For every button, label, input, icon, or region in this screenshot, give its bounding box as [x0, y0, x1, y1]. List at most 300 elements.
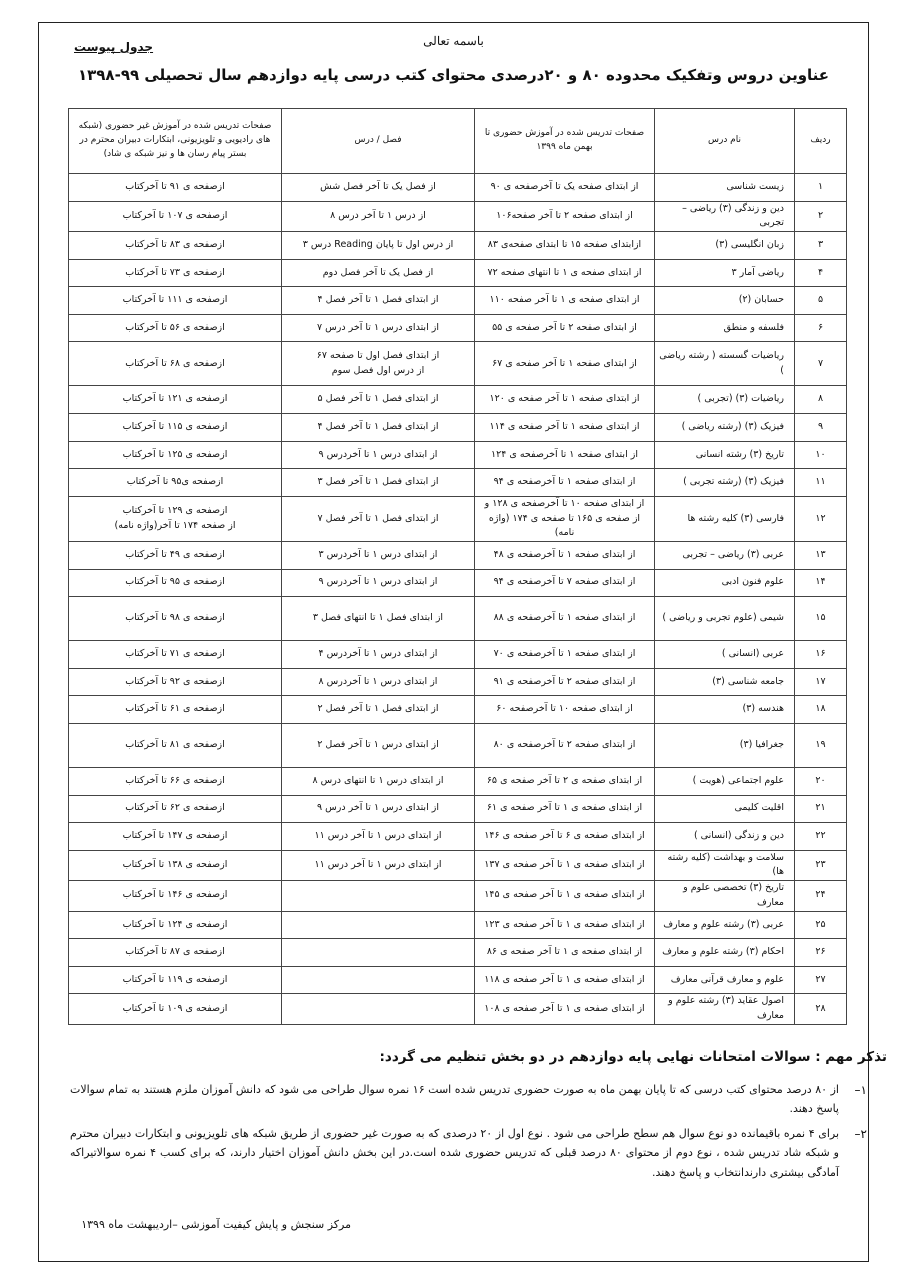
note-number: ۲–	[854, 1127, 867, 1142]
course-name-cell	[655, 469, 795, 497]
chapter-cell	[282, 823, 475, 851]
row-number-cell-text: ۱۷	[815, 675, 826, 687]
remote-pages-cell-text: ازصفحه ی ۶۶ تا آخرکتاب	[125, 774, 225, 786]
course-name-cell-text: تاریخ (۳) تخصصی علوم و معارف	[683, 882, 784, 908]
row-number-cell	[795, 823, 847, 851]
inperson-pages-cell	[475, 823, 655, 851]
inperson-pages-cell	[475, 314, 655, 342]
header-inperson-pages: صفحات تدریس شده در آموزش حضوری تا بهمن ماه ۱۳۹۹	[475, 109, 655, 174]
table-row	[69, 850, 847, 880]
remote-pages-cell-text: ازصفحه ی ۹۲ تا آخرکتاب	[125, 675, 225, 687]
remote-pages-cell	[69, 314, 282, 342]
table-header-row	[69, 109, 847, 174]
row-number-cell-text: ۲۲	[815, 830, 826, 842]
chapter-cell	[282, 911, 475, 939]
table-row	[69, 314, 847, 342]
remote-pages-cell	[69, 469, 282, 497]
remote-pages-cell	[69, 414, 282, 442]
course-name-cell-text: عربی (۳) رشته علوم و معارف	[663, 918, 784, 930]
course-name-cell-text: حسابان (۲)	[738, 294, 784, 306]
remote-pages-cell	[69, 911, 282, 939]
inperson-pages-cell	[475, 668, 655, 696]
row-number-cell	[795, 342, 847, 386]
course-name-cell	[655, 386, 795, 414]
remote-pages-cell-text: ازصفحه ی ۱۴۷ تا آخرکتاب	[122, 830, 228, 842]
remote-pages-cell	[69, 174, 282, 202]
inperson-pages-cell	[475, 597, 655, 641]
course-name-cell	[655, 174, 795, 202]
row-number-cell-text: ۱۳	[815, 548, 826, 560]
course-name-cell-text: فیزیک (۳) (رشته ریاضی )	[681, 420, 784, 432]
remote-pages-cell	[69, 201, 282, 231]
remote-pages-cell	[69, 441, 282, 469]
inperson-pages-cell-text: ازابتدای صفحه ۱۵ تا ابتدای صفحه‌ی ۸۳	[487, 238, 642, 250]
table-row	[69, 201, 847, 231]
note-text: برای ۴ نمره باقیمانده دو نوع سوال هم سطح طراحی می شود . نوع اول از ۲۰ درصدی که به صورت غیر حضوری از طریق شبکه های تلویزیونی و ابتکارات دبیران محترم و شبکه شاد تدریس شده ، نوع دوم از محتوای ۸۰ درصد قبلی که تدریس حضوری شده است.در این بخش دانش آموزان اختیار دارند، که برای کسب ۴ نمره سوالاتیراکه آمادگی بیشتری دارندانتخاب و پاسخ دهند.	[70, 1127, 840, 1179]
chapter-cell	[282, 994, 475, 1024]
row-number-cell-text: ۲۳	[815, 859, 826, 871]
inperson-pages-cell-text: از ابتدای صفحه ۱ تا آخرصفحه ی ۹۴	[493, 476, 636, 488]
table-row	[69, 723, 847, 767]
row-number-cell	[795, 414, 847, 442]
table-row	[69, 386, 847, 414]
inperson-pages-cell	[475, 767, 655, 795]
chapter-cell-text: از ابتدای فصل ۱ تا آخر فصل ۴	[317, 420, 439, 432]
remote-pages-cell	[69, 723, 282, 767]
course-name-cell-text: جامعه شناسی (۳)	[712, 675, 784, 687]
inperson-pages-cell	[475, 966, 655, 994]
inperson-pages-cell-text: از ابتدای صفحه ۱ تا آخر صفحه ی ۱۲۰	[489, 393, 640, 405]
inperson-pages-cell	[475, 174, 655, 202]
course-name-cell-text: زبان انگلیسی (۳)	[715, 238, 784, 250]
course-name-cell-text: ریاضی آمار ۳	[731, 266, 784, 278]
inperson-pages-cell	[475, 386, 655, 414]
row-number-cell	[795, 641, 847, 669]
row-number-cell	[795, 287, 847, 315]
course-name-cell	[655, 569, 795, 597]
course-name-cell-text: سلامت و بهداشت (کلیه رشته ها)	[667, 851, 784, 878]
remote-pages-cell	[69, 881, 282, 911]
inperson-pages-cell-text: از ابتدای صفحه ی ۲ تا آخر صفحه ی ۶۵	[486, 774, 643, 786]
remote-pages-cell-text: ازصفحه ی ۱۲۹ تا آخرکتاب	[122, 505, 228, 517]
course-name-cell	[655, 597, 795, 641]
inperson-pages-cell	[475, 696, 655, 724]
inperson-pages-cell	[475, 469, 655, 497]
remote-pages-cell	[69, 641, 282, 669]
course-name-cell-text: علوم و معارف قرآنی معارف	[670, 973, 784, 985]
chapter-cell-text: از ابتدای فصل ۱ تا انتهای فصل ۳	[312, 612, 444, 624]
chapter-cell	[282, 259, 475, 287]
inperson-pages-cell	[475, 641, 655, 669]
table-body	[69, 174, 847, 1025]
chapter-cell-text: از ابتدای فصل ۱ تا آخر فصل ۷	[317, 512, 439, 524]
course-name-cell-text: دین و زندگی (انسانی )	[693, 830, 784, 842]
row-number-cell	[795, 386, 847, 414]
course-name-cell-text: فارسی (۳) کلیه رشته ها	[687, 512, 784, 524]
notes-heading: تذکر مهم : سوالات امتحانات نهایی پایه دوازدهم در دو بخش تنظیم می گردد:	[379, 1049, 887, 1065]
chapter-cell	[282, 232, 475, 260]
inperson-pages-cell	[475, 881, 655, 911]
inperson-pages-cell-text-line2: از صفحه ی ۱۶۵ تا صفحه ی ۱۷۴ (واژه نامه)	[488, 512, 641, 539]
bismillah-heading: باسمه تعالی	[423, 34, 484, 48]
inperson-pages-cell-text: از ابتدای صفحه ۲ تا آخرصفحه ی ۹۱	[493, 675, 636, 687]
course-name-cell-text: اقلیت کلیمی	[734, 802, 784, 814]
inperson-pages-cell-text: از ابتدای صفحه ی ۱ تا انتهای صفحه ۷۲	[487, 266, 642, 278]
remote-pages-cell	[69, 668, 282, 696]
remote-pages-cell	[69, 386, 282, 414]
row-number-cell-text: ۸	[817, 393, 824, 405]
inperson-pages-cell	[475, 939, 655, 967]
inperson-pages-cell-text: از ابتدای صفحه ی ۱ تا آخر صفحه ی ۱۲۳	[484, 918, 645, 930]
chapter-cell	[282, 597, 475, 641]
chapter-cell	[282, 541, 475, 569]
course-name-cell	[655, 342, 795, 386]
remote-pages-cell	[69, 232, 282, 260]
inperson-pages-cell-text: از ابتدای صفحه ۲ تا آخرصفحه ی ۸۰	[493, 739, 636, 751]
row-number-cell-text: ۵	[817, 294, 824, 306]
inperson-pages-cell	[475, 994, 655, 1024]
course-name-cell-text: احکام (۳) رشته علوم و معارف	[662, 946, 784, 958]
course-name-cell-text: هندسه (۳)	[742, 703, 784, 715]
remote-pages-cell-text: ازصفحه ی ۶۸ تا آخرکتاب	[125, 357, 225, 369]
course-name-cell-text: دین و زندگی (۳) ریاضی –تجربی	[682, 202, 784, 229]
row-number-cell	[795, 541, 847, 569]
remote-pages-cell-text: ازصفحه ی ۱۱۱ تا آخرکتاب	[122, 294, 228, 306]
course-name-cell-text: اصول عقاید (۳) رشته علوم و معارف	[668, 995, 784, 1022]
inperson-pages-cell-text: از ابتدای صفحه یک تا آخرصفحه ی ۹۰	[490, 180, 639, 192]
chapter-cell	[282, 287, 475, 315]
row-number-cell-text: ۲۴	[815, 889, 826, 901]
row-number-cell	[795, 723, 847, 767]
table-row	[69, 939, 847, 967]
remote-pages-cell-text: ازصفحه ی ۷۱ تا آخرکتاب	[125, 648, 225, 660]
chapter-cell-text-line2: از درس اول فصل سوم	[331, 364, 425, 376]
remote-pages-cell-text: ازصفحه ی ۱۲۱ تا آخرکتاب	[122, 393, 228, 405]
inperson-pages-cell	[475, 795, 655, 823]
chapter-cell	[282, 201, 475, 231]
chapter-cell	[282, 850, 475, 880]
inperson-pages-cell	[475, 569, 655, 597]
row-number-cell-text: ۱۶	[815, 648, 826, 660]
row-number-cell	[795, 232, 847, 260]
table-row	[69, 496, 847, 541]
row-number-cell-text: ۴	[817, 266, 824, 278]
row-number-cell	[795, 174, 847, 202]
chapter-cell-text: از فصل یک تا آخر فصل دوم	[322, 266, 434, 278]
inperson-pages-cell	[475, 541, 655, 569]
table-row	[69, 911, 847, 939]
row-number-cell-text: ۲۷	[815, 973, 826, 985]
remote-pages-cell	[69, 496, 282, 541]
inperson-pages-cell-text: از ابتدای صفحه ۱ تا آخرصفحه ی ۱۲۴	[491, 448, 638, 460]
chapter-cell-text: از ابتدای فصل ۱ تا آخر فصل ۴	[317, 294, 439, 306]
row-number-cell-text: ۲۵	[815, 918, 826, 930]
chapter-cell-text: از ابتدای درس ۱ تا آخر درس ۱۱	[314, 830, 442, 842]
row-number-cell-text: ۱۵	[815, 612, 826, 624]
course-name-cell	[655, 767, 795, 795]
inperson-pages-cell-text: از ابتدای صفحه ی ۶ تا آخر صفحه ی ۱۴۶	[484, 830, 645, 842]
chapter-cell	[282, 441, 475, 469]
remote-pages-cell-text: ازصفحه ی ۱۱۹ تا آخرکتاب	[122, 973, 228, 985]
chapter-cell	[282, 668, 475, 696]
course-name-cell-text: تاریخ (۳) رشته انسانی	[695, 448, 784, 460]
remote-pages-cell-text: ازصفحه ی ۱۲۴ تا آخرکتاب	[122, 918, 228, 930]
inperson-pages-cell-text: از ابتدای صفحه ۱ تا آخرصفحه ی ۴۸	[493, 548, 636, 560]
remote-pages-cell-text: ازصفحه ی ۶۱ تا آخرکتاب	[125, 703, 225, 715]
table-row	[69, 287, 847, 315]
course-name-cell-text: فلسفه و منطق	[723, 321, 784, 333]
row-number-cell-text: ۲۶	[815, 946, 826, 958]
course-name-cell	[655, 414, 795, 442]
course-name-cell	[655, 314, 795, 342]
course-name-cell	[655, 795, 795, 823]
row-number-cell-text: ۱۱	[815, 476, 826, 488]
inperson-pages-cell-text: از ابتدای صفحه ۱ تا آخرصفحه ی ۸۸	[493, 612, 636, 624]
course-name-cell-text: ریاضیات گسسته ( رشته ریاضی )	[659, 350, 784, 376]
remote-pages-cell	[69, 342, 282, 386]
course-name-cell	[655, 201, 795, 231]
inperson-pages-cell	[475, 496, 655, 541]
course-name-cell-text: عربی (۳) ریاضی – تجربی	[682, 548, 784, 560]
row-number-cell	[795, 795, 847, 823]
row-number-cell-text: ۹	[817, 420, 824, 432]
inperson-pages-cell-text: از ابتدای صفحه ۱ تا آخر صفحه ی ۱۱۴	[489, 420, 640, 432]
note-item	[70, 1124, 867, 1182]
row-number-cell-text: ۱	[817, 180, 824, 192]
inperson-pages-cell	[475, 911, 655, 939]
row-number-cell	[795, 767, 847, 795]
note-item	[70, 1080, 867, 1119]
remote-pages-cell	[69, 767, 282, 795]
course-name-cell	[655, 911, 795, 939]
course-name-cell-text: جغرافیا (۳)	[739, 739, 784, 751]
inperson-pages-cell-text: از ابتدای صفحه ۱ تا آخر صفحه ی ۶۷	[492, 357, 637, 369]
row-number-cell	[795, 569, 847, 597]
chapter-cell	[282, 569, 475, 597]
chapter-cell-text: از درس ۱ تا آخر درس ۸	[330, 209, 426, 221]
inperson-pages-cell-text: از ابتدای صفحه ی ۱ تا آخر صفحه ی ۱۳۷	[484, 859, 645, 871]
chapter-cell	[282, 795, 475, 823]
chapter-cell	[282, 314, 475, 342]
inperson-pages-cell-text: از ابتدای صفحه ی ۱ تا آخر صفحه ی ۸۶	[486, 946, 643, 958]
row-number-cell-text: ۱۲	[815, 512, 826, 524]
table-row	[69, 795, 847, 823]
course-name-cell	[655, 259, 795, 287]
row-number-cell	[795, 496, 847, 541]
table-row	[69, 414, 847, 442]
inperson-pages-cell	[475, 850, 655, 880]
course-name-cell-text: ریاضیات (۳) (تجربی )	[697, 393, 784, 405]
chapter-cell	[282, 386, 475, 414]
table-row	[69, 232, 847, 260]
header-row-number: ردیف	[795, 109, 847, 174]
row-number-cell	[795, 259, 847, 287]
table-row	[69, 994, 847, 1024]
chapter-cell-text: از ابتدای فصل ۱ تا آخر فصل ۲	[317, 703, 439, 715]
course-name-cell	[655, 287, 795, 315]
remote-pages-cell	[69, 597, 282, 641]
inperson-pages-cell	[475, 342, 655, 386]
inperson-pages-cell-text: از ابتدای صفحه ی ۱ تا آخر صفحه ی ۶۱	[486, 802, 643, 814]
inperson-pages-cell-text: از ابتدای صفحه ی ۱ تا آخر صفحه ی ۱۱۸	[484, 973, 645, 985]
remote-pages-cell	[69, 287, 282, 315]
note-number: ۱–	[854, 1082, 867, 1097]
remote-pages-cell	[69, 939, 282, 967]
course-name-cell	[655, 541, 795, 569]
chapter-cell	[282, 939, 475, 967]
remote-pages-cell-text: ازصفحه ی۹۵ تا آخرکتاب	[126, 476, 224, 488]
chapter-cell-text: از ابتدای درس ۱ تا آخردرس ۸	[318, 675, 438, 687]
table-row	[69, 569, 847, 597]
table-row	[69, 597, 847, 641]
remote-pages-cell	[69, 850, 282, 880]
course-name-cell	[655, 496, 795, 541]
remote-pages-cell	[69, 541, 282, 569]
chapter-cell	[282, 881, 475, 911]
chapter-cell	[282, 496, 475, 541]
table-row	[69, 767, 847, 795]
remote-pages-cell	[69, 795, 282, 823]
inperson-pages-cell	[475, 259, 655, 287]
course-name-cell	[655, 668, 795, 696]
course-name-cell-text: علوم فنون ادبی	[721, 576, 784, 588]
remote-pages-cell-text-line2: از صفحه ۱۷۴ تا آخر(واژه نامه)	[114, 519, 236, 531]
inperson-pages-cell-text: از ابتدای صفحه ۱ تا آخرصفحه ی ۷۰	[493, 648, 636, 660]
row-number-cell	[795, 469, 847, 497]
inperson-pages-cell-text: از ابتدای صفحه ۷ تا آخرصفحه ی ۹۴	[493, 576, 636, 588]
inperson-pages-cell-text: از ابتدای صفحه ی ۱ تا آخر صفحه ی ۱۰۸	[484, 1002, 645, 1014]
table-row	[69, 696, 847, 724]
table-row	[69, 966, 847, 994]
course-name-cell	[655, 966, 795, 994]
chapter-cell-text: از ابتدای فصل ۱ تا آخر فصل ۳	[317, 476, 439, 488]
chapter-cell-text: از ابتدای فصل ۱ تا آخر فصل ۵	[317, 393, 439, 405]
chapter-cell-text: از فصل یک تا آخر فصل شش	[320, 180, 436, 192]
inperson-pages-cell-text: از ابتدای صفحه ۱۰ تا آخرصفحه ی ۱۲۸ و	[484, 497, 645, 509]
remote-pages-cell-text: ازصفحه ی ۱۳۸ تا آخرکتاب	[122, 859, 228, 871]
table-row	[69, 469, 847, 497]
remote-pages-cell-text: ازصفحه ی ۱۴۶ تا آخرکتاب	[122, 889, 228, 901]
table-row	[69, 641, 847, 669]
row-number-cell-text: ۱۸	[815, 703, 826, 715]
inperson-pages-cell	[475, 287, 655, 315]
row-number-cell-text: ۱۴	[815, 576, 826, 588]
chapter-cell	[282, 174, 475, 202]
table-row	[69, 174, 847, 202]
remote-pages-cell-text: ازصفحه ی ۸۱ تا آخرکتاب	[125, 739, 225, 751]
remote-pages-cell-text: ازصفحه ی ۵۶ تا آخرکتاب	[125, 321, 225, 333]
row-number-cell	[795, 966, 847, 994]
remote-pages-cell-text: ازصفحه ی ۱۲۵ تا آخرکتاب	[122, 448, 228, 460]
table-row	[69, 541, 847, 569]
table-row	[69, 668, 847, 696]
row-number-cell	[795, 441, 847, 469]
table-row	[69, 823, 847, 851]
remote-pages-cell-text: ازصفحه ی ۱۰۹ تا آخرکتاب	[122, 1002, 228, 1014]
inperson-pages-cell	[475, 441, 655, 469]
inperson-pages-cell	[475, 414, 655, 442]
row-number-cell-text: ۱۹	[815, 739, 826, 751]
row-number-cell	[795, 994, 847, 1024]
table-row	[69, 342, 847, 386]
course-name-cell	[655, 641, 795, 669]
course-name-cell	[655, 441, 795, 469]
course-name-cell	[655, 939, 795, 967]
remote-pages-cell	[69, 994, 282, 1024]
chapter-cell-text: از ابتدای درس ۱ تا آخردرس ۳	[318, 548, 438, 560]
inperson-pages-cell	[475, 232, 655, 260]
row-number-cell	[795, 881, 847, 911]
inperson-pages-cell	[475, 723, 655, 767]
table-row	[69, 441, 847, 469]
chapter-cell-text: از ابتدای درس ۱ تا آخردرس ۴	[318, 648, 438, 660]
row-number-cell-text: ۷	[817, 357, 824, 369]
chapter-cell	[282, 696, 475, 724]
chapter-cell-text: از ابتدای درس ۱ تا انتهای درس ۸	[312, 774, 444, 786]
row-number-cell-text: ۲۱	[815, 802, 826, 814]
page-title: عناوین دروس وتفکیک محدوده ۸۰ و ۲۰درصدی محتوای کتب درسی پایه دوازدهم سال تحصیلی ۹۹-۱۳۹۸	[77, 66, 830, 84]
remote-pages-cell-text: ازصفحه ی ۷۳ تا آخرکتاب	[125, 266, 225, 278]
footer-signature: مرکز سنجش و پایش کیفیت آموزشی –اردیبهشت ماه ۱۳۹۹	[81, 1218, 351, 1231]
course-name-cell-text: عربی (انسانی )	[721, 648, 784, 660]
row-number-cell-text: ۲۰	[815, 774, 826, 786]
chapter-cell-text: از ابتدای درس ۱ تا آخر درس ۹	[317, 802, 439, 814]
row-number-cell	[795, 597, 847, 641]
remote-pages-cell-text: ازصفحه ی ۱۱۵ تا آخرکتاب	[122, 420, 228, 432]
course-name-cell	[655, 850, 795, 880]
chapter-cell-text: از ابتدای فصل اول تا صفحه ۶۷	[316, 350, 440, 362]
course-name-cell	[655, 881, 795, 911]
remote-pages-cell-text: ازصفحه ی ۸۳ تا آخرکتاب	[125, 238, 225, 250]
row-number-cell	[795, 850, 847, 880]
chapter-cell	[282, 414, 475, 442]
row-number-cell-text: ۲	[817, 209, 824, 221]
row-number-cell	[795, 201, 847, 231]
course-name-cell-text: فیزیک (۳) (رشته تجربی )	[683, 476, 784, 488]
row-number-cell	[795, 314, 847, 342]
remote-pages-cell-text: ازصفحه ی ۹۸ تا آخرکتاب	[125, 612, 225, 624]
chapter-cell	[282, 723, 475, 767]
chapter-cell-text: از ابتدای درس ۱ تا آخر درس ۱۱	[314, 859, 442, 871]
chapter-cell-text: از ابتدای درس ۱ تا آخردرس ۹	[318, 576, 438, 588]
remote-pages-cell	[69, 259, 282, 287]
table-row	[69, 881, 847, 911]
remote-pages-cell-text: ازصفحه ی ۴۹ تا آخرکتاب	[125, 548, 225, 560]
inperson-pages-cell-text: از ابتدای صفحه ی ۱ تا آخر صفحه ۱۱۰	[489, 294, 640, 306]
notes-section	[70, 1046, 887, 1188]
chapter-cell	[282, 641, 475, 669]
chapter-cell-text: از ابتدای درس ۱ تا آخر فصل ۲	[317, 739, 439, 751]
chapter-cell	[282, 342, 475, 386]
course-name-cell	[655, 696, 795, 724]
chapter-cell	[282, 469, 475, 497]
row-number-cell	[795, 668, 847, 696]
note-text: از ۸۰ درصد محتوای کتب درسی که تا پایان بهمن ماه به صورت حضوری تدریس شده است ۱۶ نمره سوال طراحی می شود که دانش آموزان ملزم هستند به تمام سوالات پاسخ دهند.	[70, 1082, 839, 1115]
course-name-cell	[655, 723, 795, 767]
course-name-cell	[655, 232, 795, 260]
header-course-name: نام درس	[655, 109, 795, 174]
row-number-cell-text: ۶	[817, 321, 824, 333]
syllabus-table	[68, 108, 847, 1025]
course-name-cell	[655, 823, 795, 851]
course-name-cell-text: علوم اجتماعی (هویت )	[692, 774, 784, 786]
inperson-pages-cell-text: از ابتدای صفحه ۱۰ تا آخرصفحه ۶۰	[496, 703, 633, 715]
inperson-pages-cell	[475, 201, 655, 231]
chapter-cell-text: از ابتدای درس ۱ تا آخردرس ۹	[318, 448, 438, 460]
remote-pages-cell-text: ازصفحه ی ۶۲ تا آخرکتاب	[125, 802, 225, 814]
row-number-cell	[795, 911, 847, 939]
row-number-cell	[795, 696, 847, 724]
